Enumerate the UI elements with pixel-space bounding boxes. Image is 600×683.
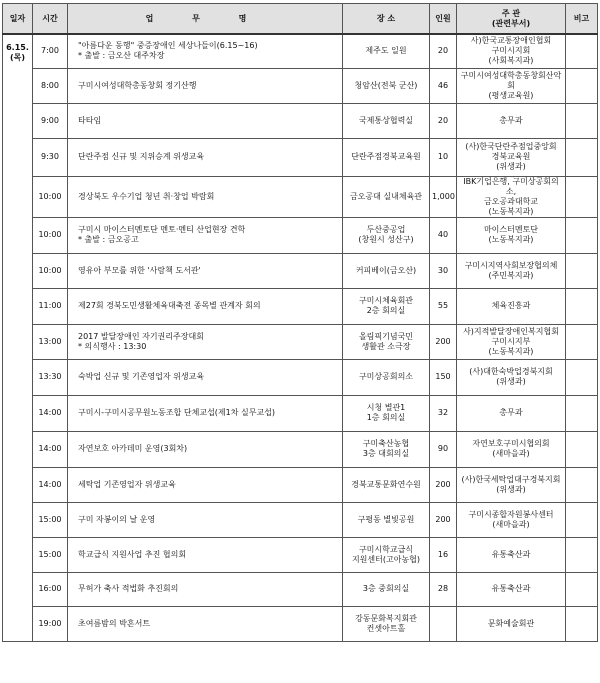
- task-cell: [68, 431, 343, 467]
- place-line: 1층 회의실: [366, 413, 406, 422]
- time-cell: 9:30: [33, 138, 68, 176]
- host-line: 문화예술회관: [487, 618, 535, 628]
- task-line: 세탁업 기존영업자 위생교육: [78, 479, 176, 489]
- task-cell: [68, 288, 343, 324]
- place-line: 구미상공회의소: [358, 372, 414, 381]
- host-line: (새마을과): [492, 449, 530, 458]
- host-line: 구미시지회: [491, 46, 531, 56]
- table-row: [3, 176, 598, 217]
- count-cell: 20: [430, 103, 457, 138]
- time-cell: 14:00: [33, 431, 68, 467]
- place-cell: [343, 138, 430, 176]
- place-line: (창원시 성산구): [358, 235, 414, 244]
- header-count: 인원: [430, 4, 457, 35]
- header-note: 비고: [566, 4, 598, 35]
- time-cell: 19:00: [33, 606, 68, 641]
- host-line: IBK기업은행, 구미상공회의소,: [463, 176, 559, 196]
- host-line: (노동복지과): [488, 346, 534, 356]
- table-row: [3, 467, 598, 502]
- host-cell: [457, 359, 566, 395]
- place-line: 3층 중회의실: [362, 584, 410, 593]
- note-cell: [566, 359, 598, 395]
- table-row: [3, 359, 598, 395]
- date-cell: [3, 34, 33, 641]
- host-line: 체육진흥과: [491, 301, 531, 310]
- time-cell: 10:00: [33, 217, 68, 253]
- task-cell: [68, 502, 343, 537]
- task-line: "아름다운 동행" 중증장애인 세상나들이(6.15~16): [78, 41, 258, 51]
- host-cell: [457, 502, 566, 537]
- time-cell: 15:00: [33, 537, 68, 572]
- host-line: 총무과: [499, 408, 523, 417]
- place-line: 컨셋아트홀: [366, 623, 406, 633]
- place-line: 지원센터(고아농협): [351, 554, 421, 564]
- count-cell: 46: [430, 68, 457, 103]
- place-line: 강동문화복지회관: [355, 613, 417, 623]
- task-line: 학교급식 지원사업 추진 협의회: [78, 549, 187, 559]
- host-line: 유통축산과: [491, 584, 531, 593]
- schedule-body: [3, 34, 598, 641]
- place-line: 국제통상협력실: [358, 115, 414, 125]
- count-cell: 16: [430, 537, 457, 572]
- note-cell: [566, 324, 598, 359]
- place-line: 구미시학교급식: [358, 544, 414, 554]
- host-line: 구미시여성대학총동창회산악회: [460, 70, 562, 90]
- place-cell: [343, 572, 430, 606]
- task-line: 숙박업 신규 및 기존영업자 위생교육: [78, 372, 205, 381]
- place-cell: [343, 68, 430, 103]
- task-line: 구미시 마이스터멘토단 멘토·멘티 산업현장 견학: [78, 225, 246, 234]
- host-cell: [457, 431, 566, 467]
- table-row: [3, 34, 598, 68]
- place-line: 청암산(전북 군산): [354, 80, 418, 90]
- host-cell: [457, 68, 566, 103]
- header-host-label: 주 관: [501, 8, 521, 18]
- task-line: 무허가 축사 적법화 추진회의: [78, 584, 179, 593]
- header-date: 일자: [3, 4, 33, 35]
- host-line: (위생과): [496, 377, 526, 386]
- place-cell: [343, 606, 430, 641]
- table-row: [3, 324, 598, 359]
- host-cell: [457, 217, 566, 253]
- note-cell: [566, 502, 598, 537]
- host-cell: [457, 103, 566, 138]
- place-line: 2층 회의실: [366, 306, 406, 315]
- task-line: * 출발 : 금오공고: [78, 235, 139, 244]
- header-host-sub: (관련부서): [491, 18, 531, 28]
- host-line: 구미시종합자원봉사센터: [468, 509, 554, 519]
- host-line: 유통축산과: [491, 549, 531, 559]
- note-cell: [566, 467, 598, 502]
- task-line: 영유아 부모를 위한 '사람책 도서관': [78, 265, 201, 275]
- note-cell: [566, 138, 598, 176]
- task-cell: [68, 68, 343, 103]
- header-host: [457, 4, 566, 35]
- place-cell: [343, 217, 430, 253]
- place-cell: [343, 288, 430, 324]
- count-cell: 40: [430, 217, 457, 253]
- table-row: [3, 288, 598, 324]
- note-cell: [566, 431, 598, 467]
- host-line: (위생과): [496, 484, 526, 494]
- time-cell: 9:00: [33, 103, 68, 138]
- place-line: 구평동 별빛공원: [357, 514, 415, 524]
- time-cell: 15:00: [33, 502, 68, 537]
- header-place: 장 소: [343, 4, 430, 35]
- host-line: (평생교육원): [488, 90, 534, 100]
- task-cell: [68, 176, 343, 217]
- host-line: (노동복지과): [488, 206, 534, 216]
- place-line: 경북교통문화연수원: [351, 479, 421, 489]
- task-cell: [68, 537, 343, 572]
- host-line: 사)지적발달장애인복지협회: [463, 326, 559, 336]
- place-cell: [343, 431, 430, 467]
- place-cell: [343, 34, 430, 68]
- host-line: 사)한국교통장애인협회: [470, 36, 552, 46]
- table-row: [3, 138, 598, 176]
- note-cell: [566, 34, 598, 68]
- task-cell: [68, 606, 343, 641]
- time-cell: 10:00: [33, 253, 68, 288]
- date-line: (목): [9, 53, 26, 62]
- schedule-sheet: [2, 3, 598, 642]
- place-cell: [343, 176, 430, 217]
- task-line: 2017 발달장애인 자기권리주장대회: [78, 331, 204, 341]
- table-row: [3, 103, 598, 138]
- schedule-table: [2, 3, 598, 642]
- note-cell: [566, 103, 598, 138]
- host-cell: [457, 253, 566, 288]
- task-line: 타타임: [78, 115, 102, 125]
- place-line: 생활관 소극장: [361, 341, 411, 351]
- host-cell: [457, 467, 566, 502]
- count-cell: 10: [430, 138, 457, 176]
- count-cell: 30: [430, 253, 457, 288]
- task-cell: [68, 395, 343, 431]
- time-cell: 14:00: [33, 395, 68, 431]
- table-row: [3, 606, 598, 641]
- host-cell: [457, 34, 566, 68]
- place-cell: [343, 467, 430, 502]
- task-cell: [68, 253, 343, 288]
- host-line: (새마을과): [492, 519, 530, 529]
- note-cell: [566, 606, 598, 641]
- count-cell: 90: [430, 431, 457, 467]
- task-cell: [68, 103, 343, 138]
- note-cell: [566, 572, 598, 606]
- time-cell: 7:00: [33, 34, 68, 68]
- host-cell: [457, 176, 566, 217]
- task-line: 초여름밤의 박흔서트: [78, 618, 151, 628]
- host-line: 구미시지부: [491, 336, 531, 346]
- task-line: 제27회 경북도민생활체육대축전 종목별 관계자 회의: [78, 301, 261, 310]
- place-line: 시청 별관1: [366, 403, 406, 412]
- time-cell: 8:00: [33, 68, 68, 103]
- task-cell: [68, 138, 343, 176]
- table-row: [3, 253, 598, 288]
- table-row: [3, 431, 598, 467]
- header-task: 업 무 명: [68, 4, 343, 35]
- date-line: 6.15.: [6, 43, 29, 52]
- task-line: 구미시여성대학총동창회 정기산행: [78, 80, 197, 90]
- host-cell: [457, 138, 566, 176]
- place-line: 금오공대 실내체육관: [349, 191, 423, 201]
- host-cell: [457, 324, 566, 359]
- note-cell: [566, 537, 598, 572]
- task-line: 자연보호 아카데미 운영(3회차): [78, 444, 188, 453]
- place-line: 제주도 일원: [365, 46, 407, 56]
- host-line: 금오공과대학교: [483, 196, 539, 206]
- note-cell: [566, 288, 598, 324]
- host-line: (노동복지과): [488, 235, 534, 244]
- count-cell: 200: [430, 324, 457, 359]
- place-cell: [343, 537, 430, 572]
- count-cell: 20: [430, 34, 457, 68]
- host-line: (주민복지과): [488, 270, 534, 280]
- time-cell: 13:00: [33, 324, 68, 359]
- table-row: [3, 502, 598, 537]
- header-time: 시간: [33, 4, 68, 35]
- host-line: (사)한국단란주점업중앙회: [465, 142, 557, 151]
- count-cell: 200: [430, 467, 457, 502]
- task-line: 경상북도 우수기업 청년 취·창업 박람회: [78, 191, 215, 201]
- host-cell: [457, 395, 566, 431]
- task-cell: [68, 467, 343, 502]
- place-cell: [343, 253, 430, 288]
- host-line: 마이스터멘토단: [483, 225, 539, 234]
- host-cell: [457, 572, 566, 606]
- count-cell: [430, 606, 457, 641]
- time-cell: 16:00: [33, 572, 68, 606]
- host-line: (사)대한숙박업경북지회: [469, 367, 553, 376]
- task-line: * 출발 : 금오산 대주차장: [78, 51, 165, 61]
- place-line: 구미시체육회관: [358, 296, 414, 305]
- table-row: [3, 68, 598, 103]
- host-cell: [457, 537, 566, 572]
- task-line: 구미 자봉이의 날 운영: [78, 514, 156, 524]
- table-row: [3, 572, 598, 606]
- count-cell: 200: [430, 502, 457, 537]
- count-cell: 1,000: [430, 176, 457, 217]
- place-line: 단란주점경북교육원: [351, 152, 421, 161]
- note-cell: [566, 253, 598, 288]
- task-cell: [68, 34, 343, 68]
- task-cell: [68, 324, 343, 359]
- host-line: (위생과): [496, 162, 526, 171]
- count-cell: 55: [430, 288, 457, 324]
- place-cell: [343, 502, 430, 537]
- host-line: 구미시지역사회보장협의체: [464, 260, 558, 270]
- table-row: [3, 537, 598, 572]
- place-cell: [343, 103, 430, 138]
- note-cell: [566, 68, 598, 103]
- count-cell: 28: [430, 572, 457, 606]
- task-line: * 의식행사 : 13:30: [78, 341, 147, 351]
- host-line: (사회복지과): [488, 56, 534, 66]
- host-line: 경북교육원: [491, 152, 531, 161]
- time-cell: 13:30: [33, 359, 68, 395]
- time-cell: 10:00: [33, 176, 68, 217]
- host-line: 자연보호구미시협의회: [472, 439, 550, 448]
- note-cell: [566, 217, 598, 253]
- place-line: 올림픽기념국민: [358, 331, 414, 341]
- host-cell: [457, 288, 566, 324]
- place-line: 구미축산농협: [362, 439, 410, 448]
- place-line: 두산중공업: [366, 225, 406, 234]
- task-cell: [68, 359, 343, 395]
- task-cell: [68, 572, 343, 606]
- host-line: (사)한국세탁업대구경북지회: [461, 474, 561, 484]
- place-cell: [343, 395, 430, 431]
- place-line: 3층 대회의실: [362, 449, 410, 458]
- task-line: 구미시-구미시공무원노동조합 단체교섭(제1차 실무교섭): [78, 408, 276, 417]
- header-row: [3, 4, 598, 35]
- task-cell: [68, 217, 343, 253]
- host-cell: [457, 606, 566, 641]
- table-row: [3, 217, 598, 253]
- time-cell: 14:00: [33, 467, 68, 502]
- task-line: 단란주점 신규 및 지위승계 위생교육: [78, 152, 205, 161]
- note-cell: [566, 395, 598, 431]
- time-cell: 11:00: [33, 288, 68, 324]
- place-line: 커피베이(금오산): [355, 265, 417, 275]
- note-cell: [566, 176, 598, 217]
- host-line: 총무과: [499, 115, 523, 125]
- count-cell: 150: [430, 359, 457, 395]
- table-row: [3, 395, 598, 431]
- place-cell: [343, 359, 430, 395]
- count-cell: 32: [430, 395, 457, 431]
- place-cell: [343, 324, 430, 359]
